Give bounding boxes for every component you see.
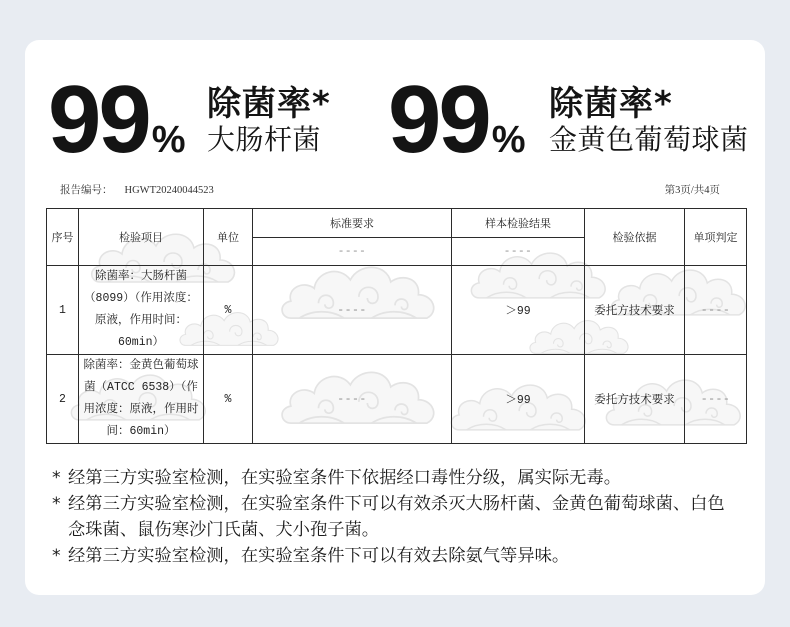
stat-ecoli-caption [207, 85, 331, 157]
report-number-value: HGWT20240044523 [124, 185, 214, 196]
cell-result: ＞99 [452, 266, 585, 355]
footnote-text [68, 491, 725, 543]
stat-organism: 金黄色葡萄球菌 [549, 123, 749, 156]
table-header-row [47, 209, 747, 238]
stat-staph-caption [549, 85, 749, 157]
report-number [60, 184, 214, 198]
footnote-line: 念珠菌、鼠伤寒沙门氏菌、犬小孢子菌。 [68, 520, 380, 540]
report-page-info: 第3页/共4页 [664, 185, 720, 196]
cell-item-line: 除菌率：金黄色葡萄球 [83, 359, 199, 372]
cell-standard: ---- [253, 266, 452, 355]
cell-item-line: 用浓度：原液，作用时 [83, 403, 199, 416]
header-result: 样本检验结果 [452, 209, 585, 238]
cell-item-line: 原液，作用时间： [95, 314, 187, 327]
cell-result: ＞99 [452, 355, 585, 444]
header-basis: 检验依据 [585, 209, 685, 266]
stat-label: 除菌率* [207, 84, 331, 124]
header-item: 检验项目 [79, 209, 204, 266]
table-row [47, 355, 747, 444]
footnote-marker: * [52, 494, 61, 514]
cell-basis: 委托方技术要求 [585, 266, 685, 355]
stat-organism: 大肠杆菌 [207, 123, 322, 156]
table-head [47, 209, 747, 266]
cell-item-line: （8099）（作用浓度： [84, 292, 198, 305]
cell-judgment: ---- [685, 355, 747, 444]
cell-standard: ---- [253, 355, 452, 444]
cell-judgment: ---- [685, 266, 747, 355]
stat-unit: % [491, 119, 526, 161]
stat-value: 99 [48, 66, 149, 173]
stat-ecoli-rate [48, 66, 186, 173]
footnote-line: 经第三方实验室检测，在实验室条件下可以有效杀灭大肠杆菌、金黄色葡萄球菌、白色 [68, 494, 725, 514]
cell-item [79, 266, 204, 355]
stat-unit: % [151, 119, 186, 161]
cell-index: 1 [47, 266, 79, 355]
footnote-text [68, 543, 569, 569]
footnotes [52, 465, 725, 569]
cell-index: 2 [47, 355, 79, 444]
cell-basis: 委托方技术要求 [585, 355, 685, 444]
stat-staph-rate [388, 66, 526, 173]
table-body [47, 266, 747, 444]
header-standard: 标准要求 [253, 209, 452, 238]
header-index: 序号 [47, 209, 79, 266]
info-card [25, 40, 765, 595]
cell-unit: % [204, 266, 253, 355]
footnote-marker: * [52, 468, 61, 488]
cell-item-line: 60min） [117, 336, 164, 349]
stat-label: 除菌率* [549, 84, 673, 124]
header-unit: 单位 [204, 209, 253, 266]
cell-item-line: 除菌率：大肠杆菌 [95, 270, 187, 283]
report-meta [60, 184, 720, 198]
table-row [47, 266, 747, 355]
footnote-line: 经第三方实验室检测，在实验室条件下依据经口毒性分级，属实际无毒。 [68, 468, 622, 488]
cell-item [79, 355, 204, 444]
header-standard-sub: ---- [253, 238, 452, 266]
footnote [52, 543, 725, 569]
footnote-marker: * [52, 546, 61, 566]
footnote-text [68, 465, 621, 491]
cell-item-line: 菌（ATCC 6538）（作 [84, 381, 198, 394]
footnote [52, 465, 725, 491]
header-result-sub: ---- [452, 238, 585, 266]
report-number-label: 报告编号： [60, 185, 113, 196]
cell-item-line: 间：60min） [106, 425, 176, 438]
header-judgment: 单项判定 [685, 209, 747, 266]
footnote [52, 491, 725, 543]
footnote-line: 经第三方实验室检测，在实验室条件下可以有效去除氨气等异味。 [68, 546, 570, 566]
test-report-table [46, 208, 747, 444]
stat-value: 99 [388, 66, 489, 173]
cell-unit: % [204, 355, 253, 444]
